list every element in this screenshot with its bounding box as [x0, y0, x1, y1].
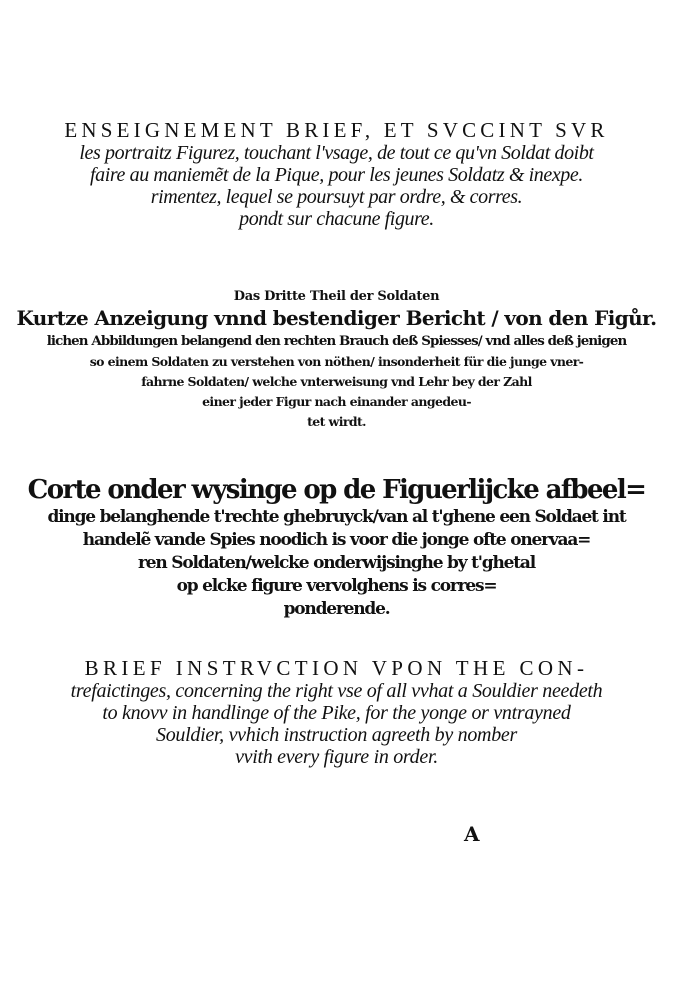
english-line-1: trefaictinges, concerning the right vse of all vvhat a Souldier needeth: [70, 680, 603, 702]
french-line-2: faire au maniemẽt de la Pique, pour les jeunes Soldatz & inexpe.: [89, 164, 583, 186]
german-heading: Kurtze Anzeigung vnnd bestendiger Bericht / von den Figůr.: [16, 306, 657, 330]
french-line-4: pondt sur chacune figure.: [239, 208, 434, 230]
french-section: [0, 118, 673, 230]
dutch-line-4: op elcke figure vervolghens is corres=: [176, 576, 497, 596]
french-line-3: rimentez, lequel se poursuyt par ordre, & corres.: [150, 186, 523, 208]
dutch-line-2: handelẽ vande Spies noodich is voor die jonge ofte onervaa=: [82, 530, 591, 550]
german-section: [0, 288, 673, 432]
dutch-line-3: ren Soldaten/welcke onderwijsinghe by t'ghetal: [138, 553, 535, 573]
french-line-1: les portraitz Figurez, touchant l'vsage, de tout ce qu'vn Soldat doibt: [79, 142, 594, 164]
dutch-section: [0, 474, 673, 621]
english-line-2: to knovv in handlinge of the Pike, for the yonge or vntrayned: [102, 702, 571, 724]
signature-mark: A: [464, 822, 480, 846]
english-section: [0, 656, 673, 768]
dutch-line-1: dinge belanghende t'rechte ghebruyck/van al t'ghene een Soldaet int: [47, 507, 626, 527]
dutch-line-5: ponderende.: [283, 599, 390, 619]
french-heading: ENSEIGNEMENT BRIEF, ET SVCCINT SVR: [64, 118, 609, 142]
english-heading: BRIEF INSTRVCTION VPON THE CON-: [84, 656, 589, 680]
german-line-3: fahrne Soldaten/ welche vnterweisung vnd Lehr bey der Zahl: [141, 374, 532, 389]
german-line-4: einer jeder Figur nach einander angedeu-: [202, 394, 471, 409]
german-line-1: lichen Abbildungen belangend den rechten Brauch deß Spiesses/ vnd alles deß jenigen: [46, 333, 627, 349]
english-line-4: vvith every figure in order.: [235, 746, 438, 768]
english-line-3: Souldier, vvhich instruction agreeth by nomber: [156, 724, 517, 746]
german-intro: Das Dritte Theil der Soldaten: [233, 289, 440, 304]
dutch-heading: Corte onder wysinge op de Figuerlijcke afbeel=: [27, 475, 646, 505]
german-line-2: so einem Soldaten zu verstehen von nöthen/ insonderheit für die junge vner-: [89, 354, 584, 369]
german-line-5: tet wirdt.: [307, 414, 366, 429]
